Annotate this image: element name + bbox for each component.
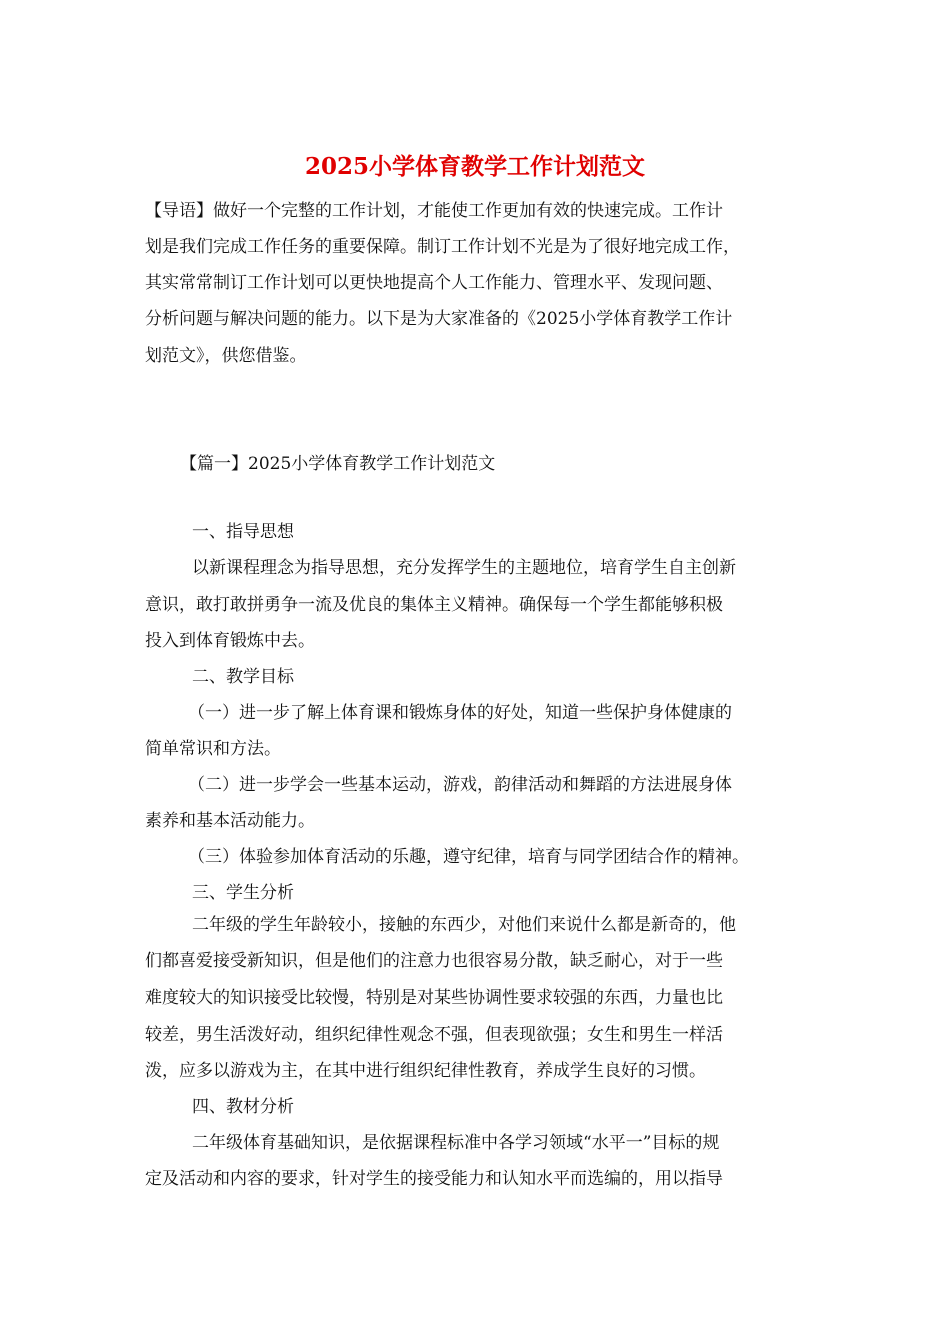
paragraph-line: （一）进一步了解上体育课和锻炼身体的好处，知道一些保护身体健康的 [188,703,732,723]
heading-material-analysis: 四、教材分析 [192,1097,294,1117]
paragraph-line: 意识，敢打敢拼勇争一流及优良的集体主义精神。确保每一个学生都能够积极 [145,595,723,615]
section-heading: 【篇一】2025小学体育教学工作计划范文 [180,454,496,474]
paragraph-line: 较差，男生活泼好动，组织纪律性观念不强，但表现欲强；女生和男生一样活 [145,1025,723,1045]
paragraph-line: 投入到体育锻炼中去。 [145,631,315,651]
intro-line: 【导语】做好一个完整的工作计划，才能使工作更加有效的快速完成。工作计 [145,201,723,221]
intro-line: 划范文》，供您借鉴。 [145,346,307,366]
paragraph-line: 难度较大的知识接受比较慢，特别是对某些协调性要求较强的东西，力量也比 [145,988,723,1008]
paragraph-line: （三）体验参加体育活动的乐趣，遵守纪律，培育与同学团结合作的精神。 [188,847,749,867]
paragraph-line: （二）进一步学会一些基本运动，游戏，韵律活动和舞蹈的方法进展身体 [188,775,732,795]
intro-line: 其实常常制订工作计划可以更快地提高个人工作能力、管理水平、发现问题、 [145,273,723,293]
paragraph-line: 素养和基本活动能力。 [145,811,315,831]
intro-line: 分析问题与解决问题的能力。以下是为大家准备的《2025小学体育教学工作计 [145,309,733,329]
document-title: 2025小学体育教学工作计划范文 [304,153,645,180]
paragraph-line: 二年级体育基础知识，是依据课程标准中各学习领域“水平一”目标的规 [192,1133,720,1153]
paragraph-line: 简单常识和方法。 [145,739,281,759]
intro-line: 划是我们完成工作任务的重要保障。制订工作计划不光是为了很好地完成工作， [145,237,740,257]
paragraph-line: 以新课程理念为指导思想，充分发挥学生的主题地位，培育学生自主创新 [192,558,736,578]
paragraph-line: 定及活动和内容的要求，针对学生的接受能力和认知水平而选编的，用以指导 [145,1169,723,1189]
heading-student-analysis: 三、学生分析 [192,883,294,903]
paragraph-line: 泼，应多以游戏为主，在其中进行组织纪律性教育，养成学生良好的习惯。 [145,1061,706,1081]
heading-guiding-thought: 一、指导思想 [192,522,294,542]
paragraph-line: 二年级的学生年龄较小，接触的东西少，对他们来说什么都是新奇的，他 [192,915,736,935]
heading-teaching-goals: 二、教学目标 [192,667,294,687]
paragraph-line: 们都喜爱接受新知识，但是他们的注意力也很容易分散，缺乏耐心，对于一些 [145,951,723,971]
